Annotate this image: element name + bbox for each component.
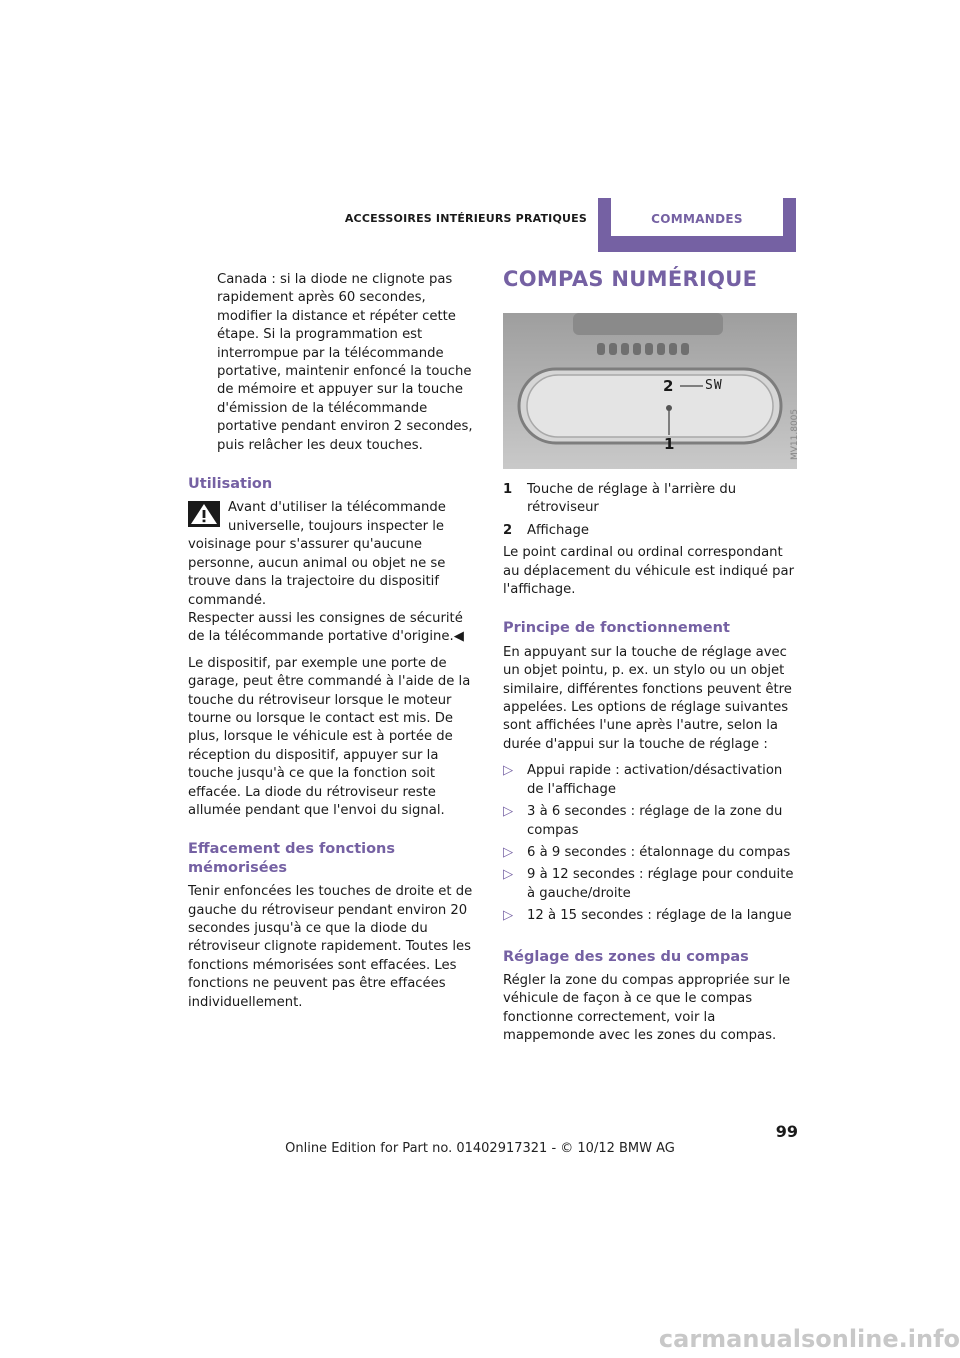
- running-header: ACCESSOIRES INTÉRIEURS PRATIQUES: [344, 212, 587, 225]
- watermark: carmanualsonline.info: [658, 1325, 960, 1353]
- heading-compas: COMPAS NUMÉRIQUE: [503, 267, 758, 291]
- mirror-figure: [503, 313, 800, 469]
- heading-effacement: Effacement des fonctions mémorisées: [188, 841, 396, 876]
- bullet-item: ▷ Appui rapide : activation/désactivation de l'affichage: [503, 763, 783, 797]
- effacement-paragraph: Tenir enfoncées les touches de droite et de gauche du rétroviseur pendant environ 20 secondes jusqu'à ce que la diode du rétroviseur clignote rapidement. Toutes les fonctions mémorisées sont effacées. Les fonctions ne peuvent pas être effacées individuellement.: [188, 884, 473, 1010]
- svg-text:MV11.8005: MV11.8005: [790, 408, 800, 460]
- bullet-item: ▷ 12 à 15 secondes : réglage de la langue: [503, 908, 792, 924]
- page-number: 99: [775, 1122, 798, 1141]
- heading-utilisation: Utilisation: [188, 476, 273, 493]
- warning-text: Avant d'utiliser la télécommande universelle, toujours inspecter le voisinage pour s'assurer qu'aucune personne, aucun animal ou objet ne se trouve dans la trajectoire du dispositif commandé.: [188, 500, 446, 608]
- bullet-item: ▷ 9 à 12 secondes : réglage pour conduite à gauche/droite: [503, 867, 794, 901]
- legend-item: 1 Touche de réglage à l'arrière du rétroviseur: [503, 482, 737, 516]
- legend-item: 2 Affichage: [503, 522, 589, 538]
- utilisation-paragraph: Le dispositif, par exemple une porte de garage, peut être commandé à l'aide de la touche du rétroviseur lorsque le moteur tourne ou lorsque le contact est mis. De plus, lorsque le véhicule est à portée de réception du dispositif, appuyer sur la touche jusqu'à ce que la fonction soit effacée. La diode du rétroviseur reste allumée pendant que l'envoi du signal.: [188, 655, 471, 818]
- figure-label-2: 2: [663, 377, 674, 395]
- zones-paragraph: Régler la zone du compas appropriée sur le véhicule de façon à ce que le compas fonctionne correctement, voir la mappemonde avec les zones du compas.: [503, 972, 791, 1044]
- heading-principe: Principe de fonctionnement: [503, 620, 730, 637]
- mirror-illustration: [503, 313, 800, 469]
- bullet-item: ▷ 3 à 6 secondes : réglage de la zone du compas: [503, 804, 783, 838]
- warning-text-2: Respecter aussi les consignes de sécurité de la télécommande portative d'origine.◀: [188, 610, 464, 645]
- figure-label-1: 1: [664, 435, 675, 453]
- right-column: [503, 481, 798, 1054]
- footer-edition: Online Edition for Part no. 01402917321 - © 10/12 BMW AG: [285, 1141, 675, 1156]
- warning-triangle-icon: [188, 501, 220, 527]
- figure-legend: [503, 481, 798, 540]
- principe-paragraph: En appuyant sur la touche de réglage avec un objet pointu, p. ex. un stylo ou un objet similaire, différentes fonctions peuvent être appelées. Les options de réglage suivantes sont affichées l'une après l'autre, selon la durée d'appui sur la touche de réglage :: [503, 644, 792, 752]
- bullet-list: [503, 762, 798, 925]
- chapter-tab-label: COMMANDES: [651, 212, 743, 226]
- warning-block: [188, 499, 480, 646]
- left-column: [188, 271, 480, 1020]
- legend-paragraph: Le point cardinal ou ordinal correspondant au déplacement du véhicule est indiqué par l'affichage.: [503, 545, 795, 598]
- heading-zones: Réglage des zones du compas: [503, 948, 749, 965]
- right-column-title: [503, 267, 798, 291]
- figure-display-text: SW: [705, 378, 723, 393]
- canada-paragraph: Canada : si la diode ne clignote pas rapidement après 60 secondes, modifier la distance et répéter cette étape. Si la programmation est interrompue par la télécommande portative, maintenir enfoncé la touche de mémoire et appuyer sur la touche d'émission de la télécommande portative pendant environ 2 secondes, puis relâcher les deux touches.: [217, 272, 473, 453]
- bullet-item: ▷ 6 à 9 secondes : étalonnage du compas: [503, 844, 791, 860]
